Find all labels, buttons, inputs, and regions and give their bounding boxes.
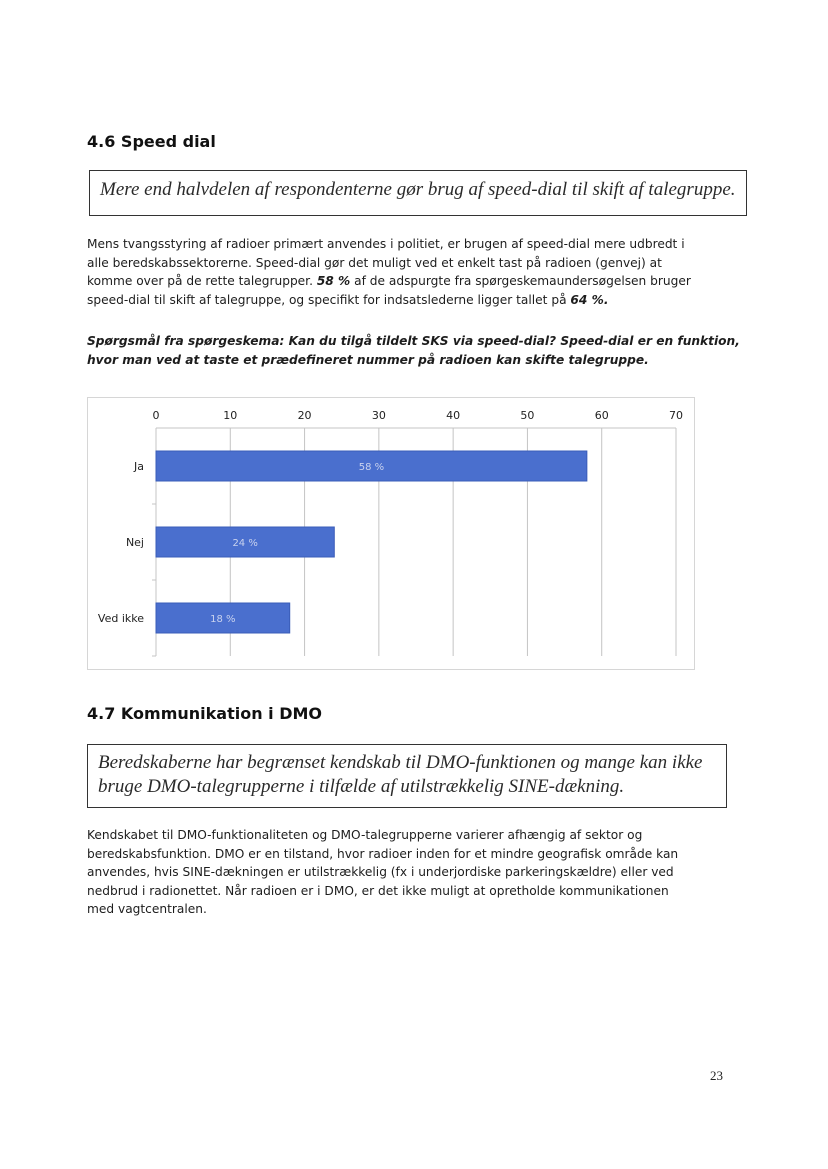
- callout-box-dmo: [87, 744, 727, 808]
- bar-data-label: 24 %: [232, 538, 258, 549]
- question-line: Spørgsmål fra spørgeskema: Kan du tilgå tildelt SKS via speed-dial? Speed-dial er en funktion,: [87, 334, 740, 348]
- x-tick-label: 70: [669, 409, 683, 422]
- paragraph-line: anvendes, hvis SINE-dækningen er utilstrækkelig (fx i underjordiske parkeringskældre) eller ved: [87, 865, 674, 880]
- paragraph-line: Kendskabet til DMO-funktionaliteten og DMO-talegrupperne varierer afhængig af sektor og: [87, 828, 643, 842]
- category-label: Ja: [134, 460, 144, 473]
- paragraph-line: alle beredskabssektorerne. Speed-dial gør det muligt ved et enkelt tast på radioen (genvej) at: [87, 255, 662, 270]
- paragraph-line: [87, 272, 747, 291]
- paragraph-text: af de adspurgte fra spørgeskemaundersøgelsen bruger: [350, 274, 691, 289]
- callout-text: Mere end halvdelen af respondenterne gør brug af speed-dial til skift af talegruppe.: [100, 179, 736, 200]
- paragraph-line: Mens tvangsstyring af radioer primært anvendes i politiet, er brugen af speed-dial mere udbredt i: [87, 237, 685, 251]
- section-heading-4-6: 4.6 Speed dial: [87, 132, 216, 151]
- bar-data-label: 18 %: [210, 614, 236, 625]
- paragraph-text: speed-dial til skift af talegruppe, og specifikt for indsatslederne ligger tallet på: [87, 292, 571, 307]
- callout-box-speed-dial: [89, 170, 747, 216]
- paragraph-line: [87, 291, 747, 310]
- callout-line: Beredskaberne har begrænset kendskab til DMO-funktionen og mange kan ikke: [98, 752, 703, 773]
- emphasis-percent: 58 %: [316, 274, 351, 289]
- emphasis-percent: 64 %.: [570, 292, 609, 307]
- paragraph-line: med vagtcentralen.: [87, 902, 207, 917]
- paragraph-speed-dial: [87, 235, 747, 309]
- x-tick-label: 10: [223, 409, 238, 422]
- question-line: hvor man ved at taste et prædefineret nummer på radioen kan skifte talegruppe.: [87, 352, 649, 367]
- chart-frame: [87, 397, 695, 670]
- category-label: Nej: [125, 536, 144, 549]
- category-label: Ved ikke: [97, 612, 144, 625]
- callout-line: bruge DMO-talegrupperne i tilfælde af utilstrækkelig SINE-dækning.: [98, 776, 625, 797]
- x-tick-label: 50: [520, 409, 535, 422]
- bar-chart: [88, 398, 696, 671]
- bar-data-label: 58 %: [358, 462, 385, 473]
- x-tick-label: 60: [594, 409, 609, 422]
- paragraph-dmo: [87, 826, 747, 919]
- x-tick-label: 20: [297, 409, 312, 422]
- paragraph-line: nedbrud i radionettet. Når radioen er i DMO, er det ikke muligt at opretholde kommunikationen: [87, 883, 669, 898]
- x-tick-label: 0: [152, 409, 160, 422]
- x-tick-label: 40: [446, 409, 461, 422]
- paragraph-line: beredskabsfunktion. DMO er en tilstand, hvor radioer inden for et mindre geografisk område kan: [87, 846, 679, 861]
- page-number: 23: [710, 1068, 723, 1083]
- x-tick-label: 30: [371, 409, 386, 422]
- survey-question: [87, 332, 747, 369]
- section-heading-4-7: 4.7 Kommunikation i DMO: [87, 704, 323, 723]
- paragraph-text: komme over på de rette talegrupper.: [87, 274, 313, 289]
